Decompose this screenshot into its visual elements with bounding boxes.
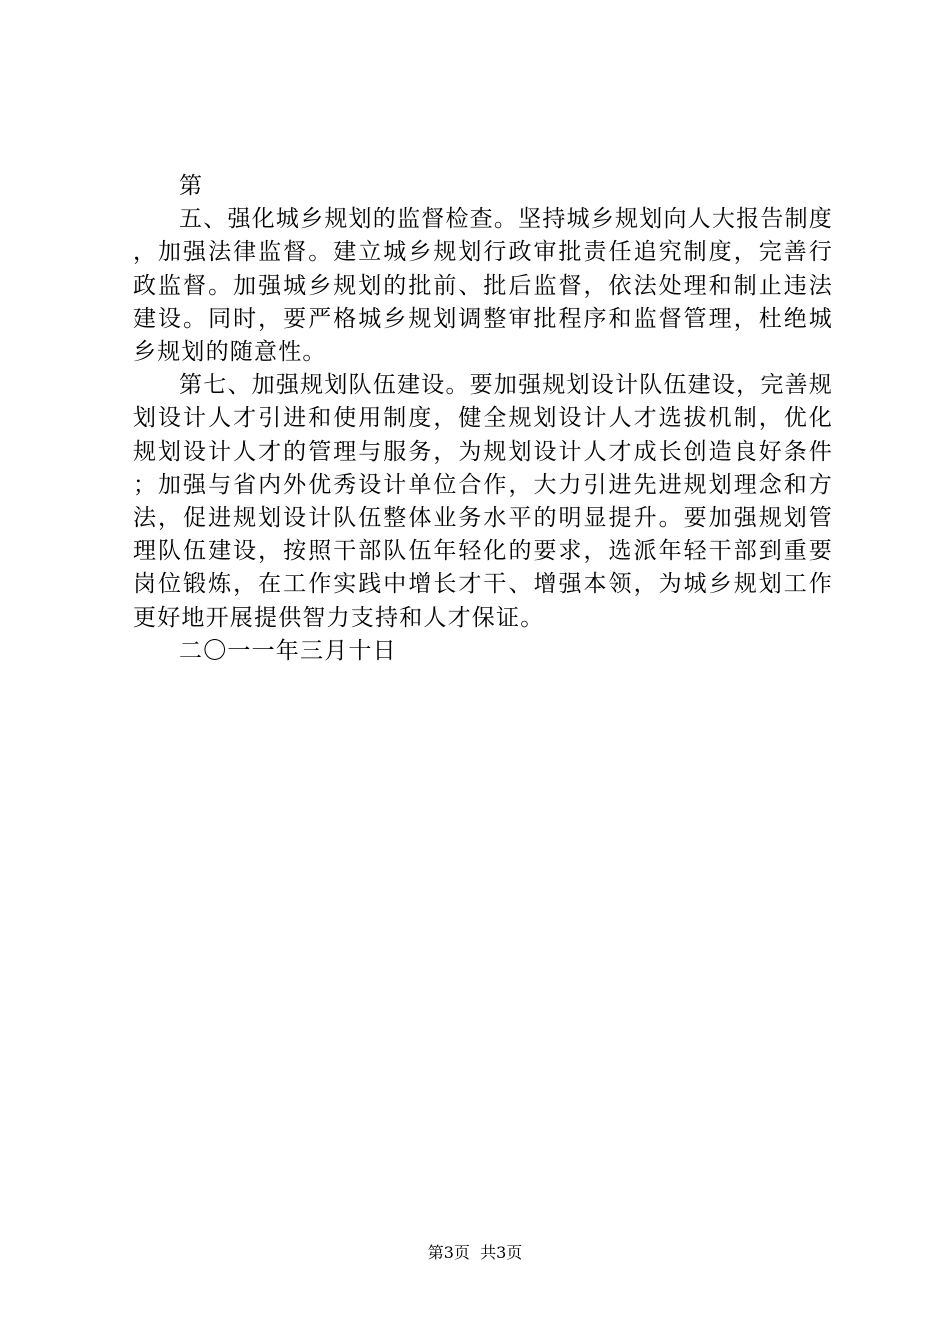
footer-spacer xyxy=(470,1243,480,1262)
page-footer xyxy=(0,1243,950,1263)
paragraph-heading-fragment: 第 xyxy=(179,173,204,199)
page-number: 第3页 xyxy=(427,1243,470,1262)
paragraph-team-building: 第七、加强规划队伍建设。要加强规划设计队伍建设，完善规划设计人才引进和使用制度，健全规划设计人才选拔机制，优化规划设计人才的管理与服务，为规划设计人才成长创造良好条件；加强与省内外优秀设计单位合作，大力引进先进规划理念和方法，促进规划设计队伍整体业务水平的明显提升。要加强规划管理队伍建设，按照干部队伍年轻化的要求，选派年轻干部到重要岗位锻炼，在工作实践中增长才干、增强本领，为城乡规划工作更好地开展提供智力支持和人才保证。 xyxy=(133,372,833,631)
paragraph-date: 二〇一一年三月十日 xyxy=(179,637,397,664)
page-total: 共3页 xyxy=(480,1243,523,1262)
document-body xyxy=(133,170,833,668)
paragraph-supervision: 五、强化城乡规划的监督检查。坚持城乡规划向人大报告制度，加强法律监督。建立城乡规划行政审批责任追究制度，完善行政监督。加强城乡规划的批前、批后监督，依法处理和制止违法建设。同时，要严格城乡规划调整审批程序和监督管理，杜绝城乡规划的随意性。 xyxy=(133,206,833,366)
